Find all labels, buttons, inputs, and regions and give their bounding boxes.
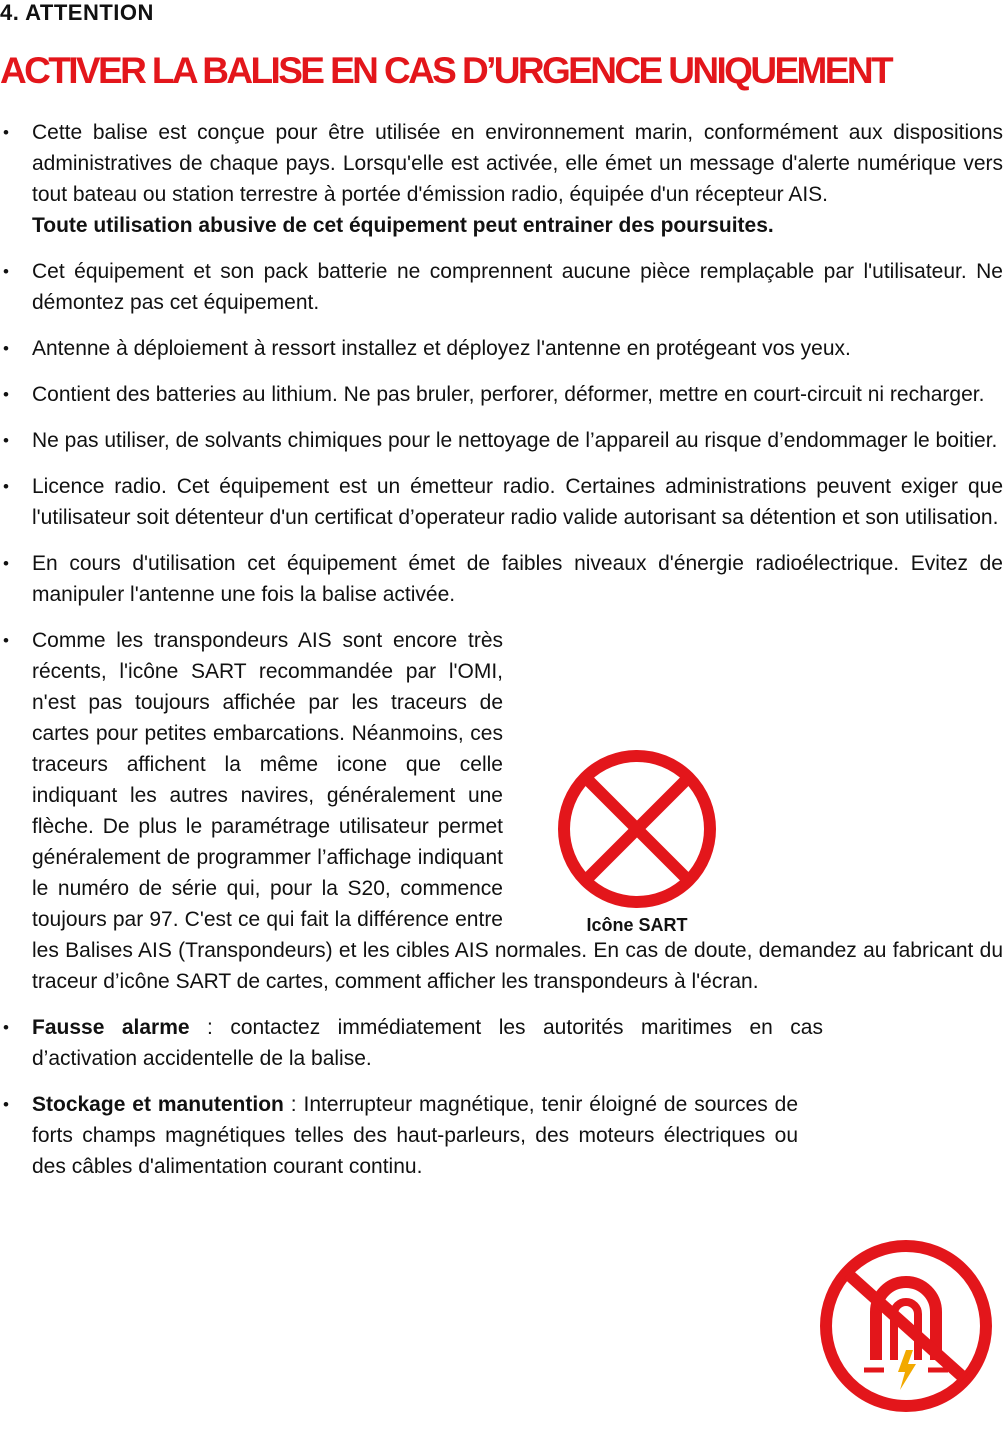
item-label: Fausse alarme — [32, 1016, 190, 1039]
item-text: Contient des batteries au lithium. Ne pas bruler, perforer, déformer, mettre en court-circuit ni recharger. — [32, 383, 985, 406]
bullet-icon: • — [3, 385, 9, 404]
list-item — [0, 117, 1003, 241]
item-text: Licence radio. Cet équipement est un émetteur radio. Certaines administrations peuvent exiger que l'utilisateur soit détenteur d'un certificat d’operateur radio valide autorisant sa détention et son utilisation. — [32, 475, 1003, 529]
list-item — [0, 333, 1003, 364]
sart-icon-caption: Icône SART — [586, 915, 688, 935]
bullet-icon: • — [3, 477, 9, 496]
bullet-icon: • — [3, 554, 9, 573]
item-body: : contactez immédiatement les autorités maritimes en cas d’activation accidentelle de la balise. — [32, 1016, 823, 1070]
item-text: Cet équipement et son pack batterie ne comprennent aucune pièce remplaçable par l'utilisateur. Ne démontez pas cet équipement. — [32, 260, 1003, 314]
bullet-icon: • — [3, 339, 9, 358]
sart-icon-box — [521, 749, 753, 935]
no-magnet-icon — [818, 1238, 994, 1414]
item-label: Stockage et manutention — [32, 1093, 284, 1116]
list-item — [0, 379, 1003, 410]
bullet-icon: • — [3, 123, 9, 142]
bullet-icon: • — [3, 1018, 9, 1037]
bullet-icon: • — [3, 631, 9, 650]
list-item — [0, 548, 1003, 610]
item-warning: Toute utilisation abusive de cet équipement peut entrainer des poursuites. — [32, 214, 774, 237]
list-item — [0, 1089, 1003, 1182]
bullet-icon: • — [3, 1095, 9, 1114]
item-text — [32, 1012, 823, 1074]
list-item — [0, 256, 1003, 318]
list-item — [0, 425, 1003, 456]
warning-list — [0, 117, 1003, 1197]
item-body: : Interrupteur magnétique, tenir éloigné de sources de forts champs magnétiques telles des haut-parleurs, des moteurs électriques ou des câbles d'alimentation courant continu. — [32, 1093, 799, 1178]
list-item — [0, 1012, 1003, 1074]
item-text: Cette balise est conçue pour être utilisée en environnement marin, conformément aux dispositions administratives de chaque pays. Lorsqu'elle est activée, elle émet un message d'alerte numérique vers tout bateau ou station terrestre à portée d'émission radio, équipée d'un récepteur AIS. — [32, 121, 1003, 206]
list-item — [0, 471, 1003, 533]
sart-icon — [557, 749, 717, 909]
list-item-sart — [0, 625, 1003, 997]
page-title: ACTIVER LA BALISE EN CAS D’URGENCE UNIQUEMENT — [0, 50, 891, 91]
item-text: Ne pas utiliser, de solvants chimiques pour le nettoyage de l’appareil au risque d’endommager le boitier. — [32, 429, 998, 452]
item-body: Comme les transpondeurs AIS sont encore très récents, l'icône SART recommandée par l'OMI, n'est pas toujours affichée par les traceurs de cartes pour petites embarcations. Néanmoins, ces traceurs affichent la même icone que celle indiquant les autres navires, généralement une flèche. De plus le paramétrage utilisateur permet généralement de programmer l’affichage indiquant le numéro de série qui, pour la S20, commence toujours par 97. C'est ce qui fait la différence entre les Balises AIS (Transpondeurs) et les cibles AIS normales. En cas de doute, demandez au fabricant du traceur d’icône SART de cartes, comment afficher les transpondeurs à l'écran. — [32, 629, 1003, 993]
item-text — [32, 625, 1003, 997]
item-text: Antenne à déploiement à ressort installez et déployez l'antenne en protégeant vos yeux. — [32, 337, 851, 360]
section-heading: 4. ATTENTION — [0, 0, 154, 25]
item-text: En cours d'utilisation cet équipement émet de faibles niveaux d'énergie radioélectrique. Evitez de manipuler l'antenne une fois la balise activée. — [32, 552, 1003, 606]
bullet-icon: • — [3, 262, 9, 281]
bullet-icon: • — [3, 431, 9, 450]
item-text — [32, 1089, 798, 1182]
